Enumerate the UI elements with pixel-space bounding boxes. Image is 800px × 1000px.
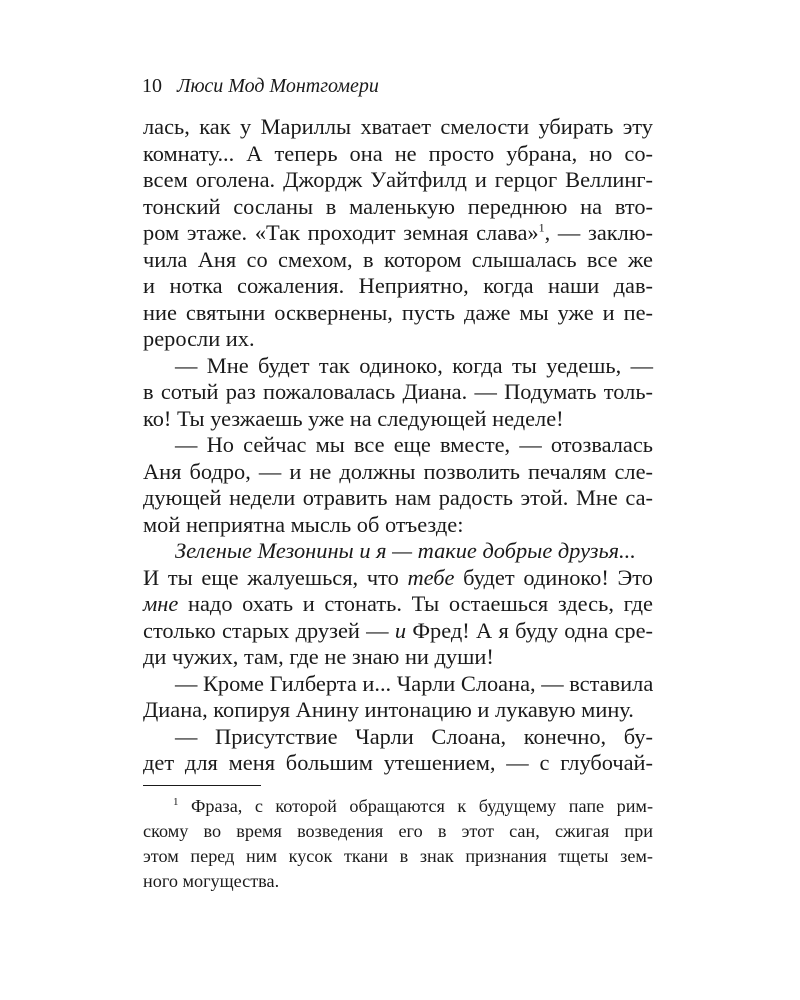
page-number: 10 (142, 75, 162, 97)
text-fragment: будет одиноко! Это (454, 564, 653, 590)
footnote-reference: 1 (538, 220, 545, 235)
text-line (143, 220, 653, 247)
text-fragment: ром этаже. «Так проходит земная слава» (143, 220, 539, 245)
footnote-divider (143, 785, 261, 786)
running-header (142, 72, 379, 100)
text-line: в сотый раз пожаловалась Диана. — Подумать толь- (143, 379, 653, 404)
text-line: ко! Ты уезжаешь уже на следующей неделе! (143, 405, 564, 431)
text-fragment-italic: мне (143, 591, 179, 616)
footnote-line: этом перед ним кусок ткани в знак признания тщеты зем- (143, 846, 653, 866)
text-line: — Мне будет так одиноко, когда ты уедешь, — (175, 352, 653, 378)
text-line: реросли их. (143, 326, 255, 351)
text-line: лась, как у Мариллы хватает смелости убирать эту (143, 114, 653, 139)
text-line: ди чужих, там, где не знаю ни души! (143, 644, 494, 669)
footnote (143, 794, 653, 894)
text-fragment: Фраза, с которой обращаются к будущему папе рим- (191, 796, 653, 816)
text-line (143, 591, 653, 618)
main-text (143, 114, 653, 777)
text-fragment: столько старых друзей — (143, 617, 395, 643)
text-line (143, 618, 653, 645)
text-fragment: , — заклю- (544, 220, 654, 245)
text-line: Зеленые Мезонины и я — такие добрые друзья... (175, 538, 636, 563)
text-line: всем оголена. Джордж Уайтфилд и герцог Веллинг- (143, 167, 653, 192)
text-line: мой неприятна мысль об отъезде: (143, 511, 464, 537)
footnote-marker: 1 (173, 795, 179, 808)
footnote-line: скому во время возведения его в этот сан, сжигая при (143, 821, 653, 841)
text-line: — Кроме Гилберта и... Чарли Слоана, — вставила (175, 670, 654, 696)
text-line: и нотка сожаления. Неприятно, когда наши дав- (143, 273, 653, 298)
text-line: дет для меня большим утешением, — с глубочай- (143, 750, 653, 775)
text-fragment-italic: и (394, 617, 407, 643)
text-line: — Но сейчас мы все еще вместе, — отозвалась (175, 432, 653, 457)
text-line: комнату... А теперь она не просто убрана, но со- (143, 140, 653, 166)
text-fragment-italic: тебе (407, 564, 455, 590)
author-name: Люси Мод Монтгомери (177, 75, 379, 97)
text-line: Аня бодро, — и не должны позволить печалям сле- (143, 458, 653, 484)
text-line: — Присутствие Чарли Слоана, конечно, бу- (175, 723, 653, 749)
text-fragment: И ты еще жалуешься, что (143, 564, 408, 590)
footnote-line (143, 794, 653, 819)
text-fragment: надо охать и стонать. Ты остаешься здесь, где (178, 591, 653, 616)
text-fragment: Фред! А я буду одна сре- (406, 617, 653, 643)
text-line (143, 565, 653, 592)
footnote-line: ного могущества. (143, 871, 280, 891)
text-line: ние святыни осквернены, пусть даже мы уже и пе- (143, 299, 653, 325)
text-line: чила Аня со смехом, в котором слышалась все же (143, 246, 653, 272)
text-line: Диана, копируя Анину интонацию и лукавую мину. (143, 697, 634, 722)
text-line: дующей недели отравить нам радость этой. Мне са- (143, 485, 653, 510)
text-line: тонский сосланы в маленькую переднюю на вто- (143, 193, 653, 219)
